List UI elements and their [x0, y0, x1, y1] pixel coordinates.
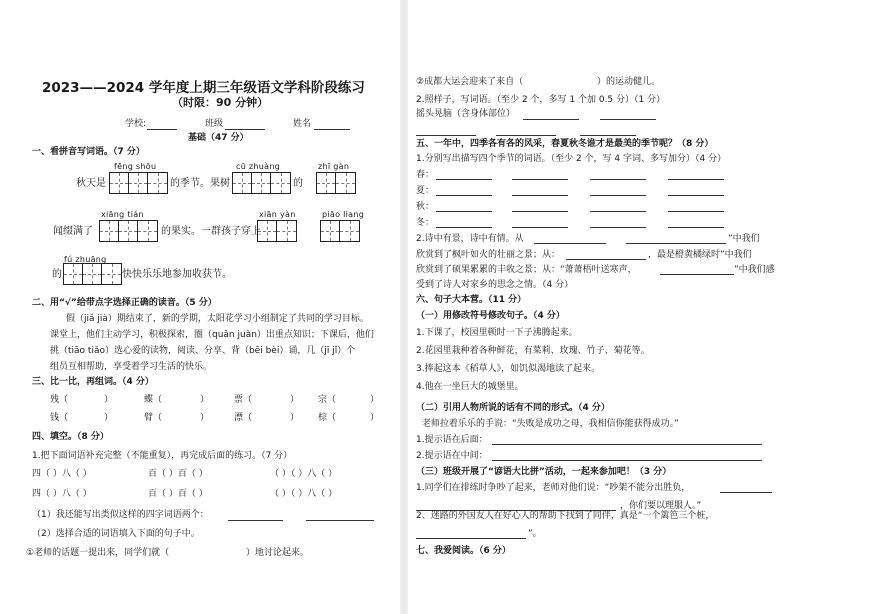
- answer-grid-fuzhuang[interactable]: [63, 263, 122, 285]
- pinyin-fengshou: fēng shōu: [114, 162, 157, 171]
- q4-heading: 四、填空。（8 分）: [32, 432, 109, 442]
- exam-title: 2023——2024 学年度上期三年级语文学科阶段练习: [42, 80, 365, 96]
- q1-text-4: 闻缀满了: [53, 226, 93, 237]
- compare-word: 漂（: [234, 413, 253, 423]
- page-fold: [400, 0, 408, 614]
- answer-line[interactable]: [492, 444, 762, 445]
- season-summer: 夏：: [416, 186, 435, 196]
- answer-grid-zhigan[interactable]: [316, 172, 356, 194]
- answer-line[interactable]: [436, 227, 492, 228]
- q2-line-4: 组员互相帮助，享受着学习生活的快乐。: [50, 362, 213, 372]
- answer-line[interactable]: [512, 179, 568, 180]
- answer-line[interactable]: [436, 195, 492, 196]
- answer-line[interactable]: [580, 135, 636, 136]
- season-spring: 春：: [416, 170, 435, 180]
- q1-text-1: 秋天是: [76, 178, 106, 189]
- q2-heading: 二、用“√”给带点字选择正确的读音。（5 分）: [32, 298, 217, 308]
- compare-blank[interactable]: ）: [370, 395, 380, 405]
- q4-sub-4: ①老师的话题一提出来，同学们就（: [26, 548, 170, 558]
- q6-a-3: 3.捧起这本《稻草人》，如饥似渴地读了起来。: [416, 364, 601, 374]
- q6-c-1: 1.同学们在排练时争吵了起来，老师对他们说：“吵架不能分出胜负，: [416, 483, 691, 493]
- answer-line[interactable]: [668, 211, 724, 212]
- q5-sub-2b: ”中我们: [728, 234, 760, 244]
- answer-line[interactable]: [306, 520, 374, 521]
- name-field[interactable]: [314, 129, 350, 130]
- compare-blank[interactable]: ）: [290, 413, 300, 423]
- compare-word: 宗（: [318, 395, 337, 405]
- pinyin-xianyan: xiān yàn: [259, 210, 296, 219]
- q6-heading: 六、句子大本营。（11 分）: [416, 295, 527, 305]
- answer-grid-xiangtian[interactable]: [99, 220, 158, 242]
- q6-a-4: 4.他在一坐巨大的城堡里。: [416, 382, 524, 392]
- season-winter: 冬：: [416, 218, 435, 228]
- q1-text-5: 的果实。一群孩子穿上: [161, 226, 261, 237]
- class-label: 班级: [205, 119, 224, 129]
- compare-blank[interactable]: ）: [200, 395, 210, 405]
- answer-grid-cuzhuang[interactable]: [232, 172, 291, 194]
- season-autumn: 秋：: [416, 202, 435, 212]
- answer-line[interactable]: [512, 195, 568, 196]
- q2-line-1: 假（jiǎ jià）期结束了，新的学期，太阳花学习小组制定了共同的学习目标。: [66, 314, 369, 324]
- q7-heading: 七、我爱阅读。（6 分）: [416, 546, 511, 556]
- q1-text-2: 的季节。果树: [170, 178, 230, 189]
- q4-sub-2: （1）我还能写出类似这样的四字词语两个：: [32, 510, 209, 520]
- q5-heading: 五、一年中，四季各有各的风采，春夏秋冬谁才是最美的季节呢？（8 分）: [416, 139, 714, 149]
- answer-line[interactable]: [512, 227, 568, 228]
- answer-line[interactable]: [512, 211, 568, 212]
- q2-line-3: 挑（tiāo tiǎo）选心爱的读物，阅读、分享、背（bēi bèi）诵，几（jī jǐ）个: [50, 346, 356, 356]
- idiom-blank[interactable]: 四（ ）八（ ）: [32, 469, 92, 479]
- answer-line[interactable]: [720, 492, 772, 493]
- q2-line-2: 课堂上，他们主动学习，积极探索，圈（quān juàn）出重点知识；下课后，他们: [50, 330, 374, 340]
- q1-heading: 一、看拼音写词语。（7 分）: [32, 147, 145, 157]
- basics-label: 基础（47 分）: [188, 133, 249, 143]
- compare-word: 臂（: [144, 413, 163, 423]
- compare-blank[interactable]: ）: [104, 395, 114, 405]
- compare-word: 票（: [234, 395, 253, 405]
- school-label: 学校:: [125, 119, 147, 129]
- q4-sub-1: 1.把下面词语补充完整（不能重复），再完成后面的练习。（7 分）: [32, 451, 293, 461]
- q6-c-1b: ，你们要以理服人。”: [620, 501, 702, 511]
- class-field[interactable]: [225, 129, 265, 130]
- idiom-blank[interactable]: 百（ ）百（ ）: [148, 489, 208, 499]
- answer-line[interactable]: [590, 227, 646, 228]
- compare-word: 棕（: [318, 413, 337, 423]
- answer-line[interactable]: [590, 211, 646, 212]
- q1-text-3: 的: [293, 178, 303, 189]
- answer-grid-xianyan[interactable]: [257, 220, 297, 242]
- r-line-3: 摇头晃脑（含身体部位）: [416, 109, 516, 119]
- q6-part-a: （一）用修改符号修改句子。（4 分）: [416, 311, 565, 321]
- compare-blank[interactable]: ）: [104, 413, 114, 423]
- q1-text-6: 的: [52, 269, 62, 280]
- q5-sub-5: 受到了诗人对家乡的思念之情。（4 分）: [416, 280, 574, 290]
- pinyin-cuzhuang: cū zhuàng: [236, 162, 281, 171]
- answer-line[interactable]: [492, 460, 762, 461]
- q5-sub-2: 2.诗中有景，诗中有情。从: [416, 234, 524, 244]
- pinyin-zhigan: zhī gàn: [318, 162, 350, 171]
- answer-line[interactable]: [416, 538, 526, 539]
- r-line-2: 2.照样子，写词语。（至少 2 个，多写 1 个加 0.5 分）（1 分）: [416, 95, 666, 105]
- q6-a-2: 2.花园里栽种着各种鲜花，有菜莉、玫瑰、竹子、菊花等。: [416, 346, 650, 356]
- answer-line[interactable]: [600, 119, 656, 120]
- compare-word: 残（: [50, 395, 69, 405]
- pinyin-xiangtian: xiāng tián: [101, 210, 144, 219]
- q6-part-c: （三）班级开展了“谚语大比拼”活动，一起来参加吧！（3 分）: [416, 467, 672, 477]
- time-limit: （时限：90 分钟）: [172, 96, 269, 109]
- idiom-blank[interactable]: （ ）（ ）八（ ）: [270, 489, 338, 499]
- compare-blank[interactable]: ）: [200, 413, 210, 423]
- answer-line[interactable]: [496, 135, 556, 136]
- q5-sub-3: 欣赏到了枫叶如火的壮丽之景；从：: [416, 250, 561, 260]
- r-line-1b: ）的运动健儿。: [597, 77, 661, 87]
- q6-c-2b: ”。: [528, 529, 542, 539]
- q6-c-2: 2、迷路的外国友人在好心人的帮助下找到了同伴，真是“一个篱笆三个桩，: [416, 511, 715, 521]
- q5-sub-3b: ，最是橙黄橘绿时”中我们: [648, 250, 752, 260]
- q6-b-2: 2.提示语在中间：: [416, 451, 488, 461]
- q6-a-1: 1.下课了，校园里顿时一下子沸腾起来。: [416, 328, 578, 338]
- q6-part-b: （二）引用人物所说的话有不同的形式。（4 分）: [416, 403, 610, 413]
- q5-sub-4b: ”中我们感: [734, 265, 775, 275]
- r-line-1: ②成都大运会迎来了来自（: [416, 77, 524, 87]
- answer-line[interactable]: [668, 195, 724, 196]
- idiom-blank[interactable]: 四（ ）八（ ）: [32, 489, 92, 499]
- idiom-blank[interactable]: 百（ ）百（ ）: [148, 469, 208, 479]
- school-field[interactable]: [147, 129, 177, 130]
- answer-line[interactable]: [660, 274, 734, 275]
- compare-word: 钱（: [50, 413, 69, 423]
- answer-line[interactable]: [668, 227, 724, 228]
- answer-line[interactable]: [534, 243, 606, 244]
- q1-text-7: 快快乐乐地参加收获节。: [122, 269, 232, 280]
- q4-sub-4b: ）地讨论起来。: [246, 548, 310, 558]
- q5-sub-1: 1.分别写出描写四个季节的词语。（至少 2 个，写 4 字词、多写加分）（4 分）: [416, 154, 727, 164]
- compare-blank[interactable]: ）: [370, 413, 380, 423]
- answer-line[interactable]: [436, 179, 492, 180]
- q3-heading: 三、比一比，再组词。（4 分）: [32, 377, 154, 387]
- answer-line[interactable]: [668, 179, 724, 180]
- answer-line[interactable]: [590, 179, 646, 180]
- answer-line[interactable]: [626, 243, 726, 244]
- q4-sub-3: （2）选择合适的词语填入下面的句子中。: [32, 529, 200, 539]
- answer-line[interactable]: [228, 520, 283, 521]
- q5-sub-4: 欣赏到了硕果累累的丰收之景；从：“萧萧梧叶送寒声，: [416, 265, 637, 275]
- answer-line[interactable]: [590, 195, 646, 196]
- pinyin-piaoliang: piāo liang: [322, 210, 365, 219]
- answer-grid-fengshou[interactable]: [109, 172, 168, 194]
- answer-line[interactable]: [523, 119, 579, 120]
- answer-line[interactable]: [416, 135, 476, 136]
- compare-blank[interactable]: ）: [290, 395, 300, 405]
- answer-line[interactable]: [436, 211, 492, 212]
- pinyin-fuzhuang: fú zhuāng: [64, 255, 107, 264]
- q6-b-0: 老师拉着乐乐的手说：“失败是成功之母，我相信你能获得成功。”: [422, 419, 679, 429]
- q6-b-1: 1.提示语在后面：: [416, 435, 488, 445]
- idiom-blank[interactable]: （ ）（ ）八（ ）: [270, 469, 338, 479]
- answer-grid-piaoliang[interactable]: [320, 220, 360, 242]
- compare-word: 蝶（: [144, 395, 163, 405]
- name-label: 姓名: [293, 119, 312, 129]
- answer-line[interactable]: [566, 259, 646, 260]
